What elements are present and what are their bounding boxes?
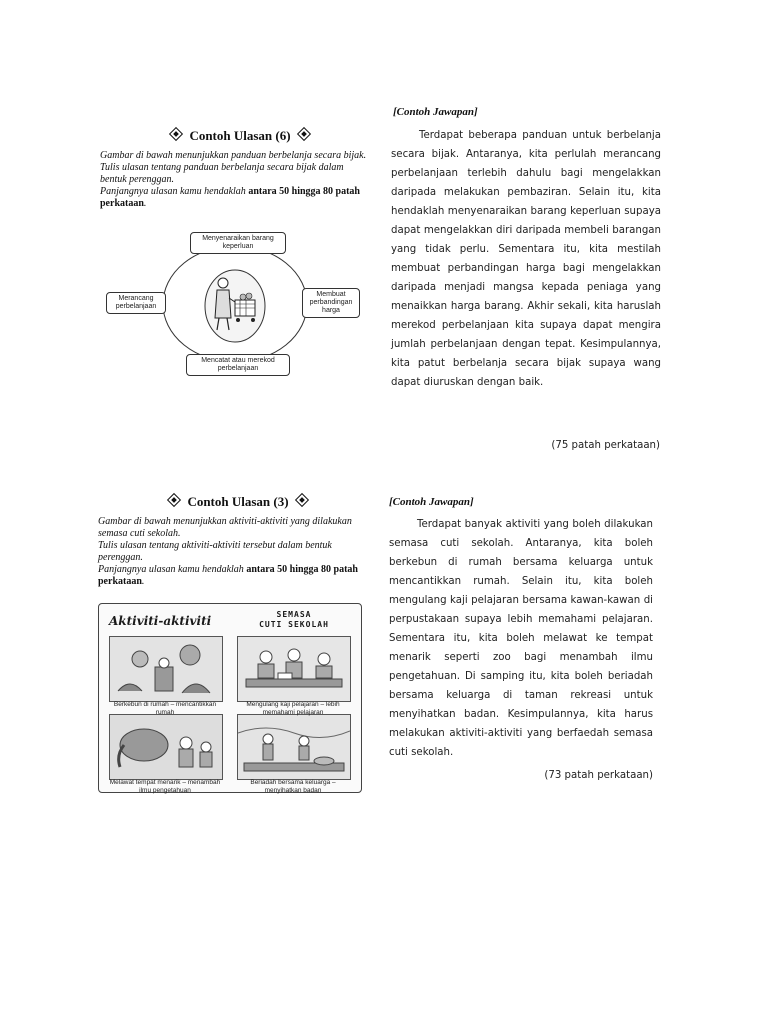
section2-word-count: (73 patah perkataan) xyxy=(544,770,653,781)
section1-answer-label: [Contoh Jawapan] xyxy=(393,106,478,118)
holiday-activities-image xyxy=(98,603,362,793)
instruction-line: Panjangnya ulasan kamu hendaklah antara 50 hingga 80 patah perkataan. xyxy=(100,186,360,209)
image-title-right: SEMASA CUTI SEKOLAH xyxy=(259,610,329,629)
activity-panel-studying xyxy=(237,636,351,702)
activity-caption-recreation: Beriadah bersama keluarga – menyihatkan badan xyxy=(250,779,336,794)
activity-panel-zoo xyxy=(109,714,223,780)
section1-instructions xyxy=(100,150,368,210)
mindmap-node-right: Membuat perbandingan harga xyxy=(302,288,360,318)
image-title-left: Aktiviti-aktiviti xyxy=(109,614,212,628)
section2-answer-text: Terdapat banyak aktiviti yang boleh dilakukan semasa cuti sekolah. Antaranya, kita boleh berkebun di rumah bersama keluarga untuk mencantikkan rumah. Selain itu, kita boleh mengulang kaji pelajaran bersama kawan-kawan di perpustakaan supaya lebih memahami pelajaran. Sementara itu, kita boleh melawat ke tempat menarik seperti zoo bagi menambah ilmu pengetahuan. Di samping itu, kita boleh beriadah bersama keluarga di taman rekreasi untuk menyihatkan badan. Kesimpulannya, kita harus melakukan aktiviti-aktiviti yang berfaedah semasa cuti sekolah. xyxy=(389,519,653,758)
instruction-line: Tulis ulasan tentang aktiviti-aktiviti tersebut dalam bentuk perenggan. xyxy=(98,540,332,563)
activity-caption-studying: Mengulang kaji pelajaran – lebih memahami pelajaran xyxy=(246,701,340,716)
diamond-bullet-icon xyxy=(167,493,181,507)
section1-title: Contoh Ulasan (6) xyxy=(130,128,350,144)
activity-panel-gardening xyxy=(109,636,223,702)
section1-answer-text: Terdapat beberapa panduan untuk berbelanja secara bijak. Antaranya, kita perlulah merancang perbelanjaan terlebih dahulu bagi mengelakkan daripada melakukan pembaziran. Selain itu, kita hendaklah menyenaraikan barang keperluan supaya dapat mengelakkan diri daripada membeli barangan yang tidak perlu. Sementara itu, kita mestilah membuat perbandingan harga bagi mengelakkan daripada menjadi mangsa kepada peniaga yang menaikkan harga barang. Akhir sekali, kita haruslah merekod perbelanjaan kita supaya dapat mengira jumlah perbelanjaan dengan tepat. Kesimpulannya, kita patut berbelanja secara bijak supaya wang dapat diuruskan dengan baik. xyxy=(391,130,661,388)
recreation-illustration-icon xyxy=(238,715,350,779)
shopper-illustration-icon xyxy=(205,270,265,342)
gardening-illustration-icon xyxy=(110,637,222,701)
diamond-bullet-icon xyxy=(296,127,310,141)
instruction-line: Gambar di bawah menunjukkan aktiviti-aktiviti yang dilakukan semasa cuti sekolah. xyxy=(98,516,352,539)
instruction-line: Panjangnya ulasan kamu hendaklah antara 50 hingga 80 patah perkataan. xyxy=(98,564,358,587)
mindmap-node-top: Menyenaraikan barang keperluan xyxy=(190,232,286,254)
zoo-illustration-icon xyxy=(110,715,222,779)
mindmap-node-bottom: Mencatat atau merekod perbelanjaan xyxy=(186,354,290,376)
activity-panel-recreation xyxy=(237,714,351,780)
activity-caption-gardening: Berkebun di rumah – mencantikkan rumah xyxy=(113,701,217,716)
section2-instructions xyxy=(98,516,368,588)
activity-caption-zoo: Melawat tempat menarik – menambah ilmu pengetahuan xyxy=(109,779,221,794)
mindmap-node-left: Merancang perbelanjaan xyxy=(106,292,166,314)
instruction-line: Gambar di bawah menunjukkan panduan berbelanja secara bijak. xyxy=(100,150,367,161)
diamond-bullet-icon xyxy=(294,493,308,507)
section1-word-count: (75 patah perkataan) xyxy=(551,440,660,451)
section2-answer-label: [Contoh Jawapan] xyxy=(389,496,474,508)
instruction-line: Tulis ulasan tentang panduan berbelanja secara bijak dalam bentuk perenggan. xyxy=(100,162,344,185)
section2-title: Contoh Ulasan (3) xyxy=(128,494,348,510)
shopping-mindmap xyxy=(98,226,373,382)
studying-illustration-icon xyxy=(238,637,350,701)
diamond-bullet-icon xyxy=(169,127,183,141)
